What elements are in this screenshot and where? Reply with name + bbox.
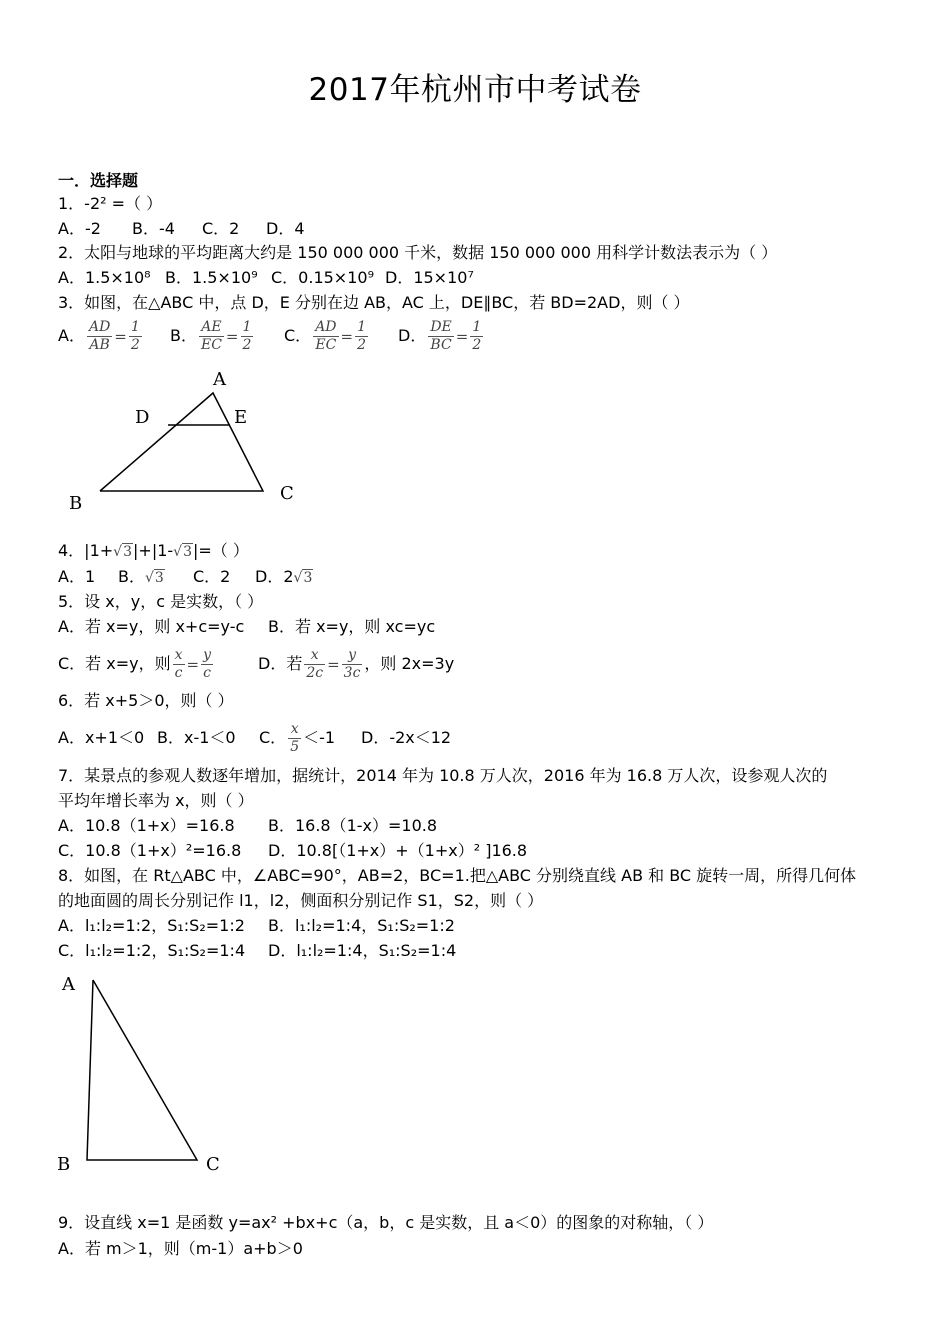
question-7-options-cd xyxy=(58,840,527,862)
q1-option-d[interactable]: D．4 xyxy=(266,219,305,238)
q2-option-a[interactable]: A．1.5×10⁸ xyxy=(58,268,151,287)
equals-sign: = xyxy=(186,655,200,674)
q3-option-b[interactable] xyxy=(170,316,284,357)
fraction-denominator: BC xyxy=(430,337,452,353)
fraction-numerator: AE xyxy=(199,319,224,337)
q9-option-a[interactable]: A．若 m＞1，则（m-1）a+b＞0 xyxy=(58,1239,303,1258)
q4-stem-part: 4．|1+ xyxy=(58,541,114,560)
equals-sign: = xyxy=(225,327,239,346)
fraction-numerator: AD xyxy=(315,319,337,335)
fraction xyxy=(199,319,224,354)
vertex-label-e: E xyxy=(234,407,248,428)
vertex-label-d: D xyxy=(135,407,150,428)
fraction xyxy=(241,319,254,354)
q4-option-a[interactable]: A．1 xyxy=(58,567,96,586)
fraction-denominator: EC xyxy=(200,337,222,353)
sqrt-3: √3 xyxy=(113,544,133,560)
q4-stem-part: |=（ ） xyxy=(193,541,249,560)
fraction xyxy=(129,319,142,354)
q1-option-c[interactable]: C．2 xyxy=(202,219,240,238)
fraction-numerator: x xyxy=(174,647,183,663)
q5-option-c[interactable] xyxy=(58,644,258,685)
q2-option-d[interactable]: D．15×10⁷ xyxy=(385,268,474,287)
fraction-denominator: 2 xyxy=(130,337,140,353)
page-title: 2017年杭州市中考试卷 xyxy=(308,72,642,108)
q4-option-b[interactable] xyxy=(118,566,193,589)
fraction xyxy=(313,319,338,354)
equals-sign: = xyxy=(114,327,127,346)
fraction-numerator: 1 xyxy=(242,319,252,335)
q3-option-c[interactable] xyxy=(284,316,398,357)
q1-option-a[interactable]: A．-2 xyxy=(58,219,101,238)
fraction-denominator: EC xyxy=(315,337,337,353)
fraction xyxy=(470,319,483,354)
fraction-numerator: DE xyxy=(430,319,452,335)
q4-stem-part: |+|1- xyxy=(133,541,174,560)
question-6-options xyxy=(58,718,451,758)
fraction-denominator: 2c xyxy=(306,665,324,681)
q8-option-b[interactable]: B．l₁:l₂=1:4，S₁:S₂=1:2 xyxy=(268,916,455,935)
fraction-denominator: 3c xyxy=(343,665,361,681)
vertex-label-c: C xyxy=(280,483,294,504)
fraction-numerator: 1 xyxy=(130,319,140,335)
fraction-numerator: AD xyxy=(88,319,111,335)
q4-option-d[interactable] xyxy=(255,566,313,589)
q5-option-d-tail: ，则 2x=3y xyxy=(364,654,455,673)
vertex-label-c: C xyxy=(206,1154,220,1175)
vertex-label-b: B xyxy=(57,1154,71,1175)
fraction-denominator: c xyxy=(174,665,183,681)
q5-option-c-label: C．若 x=y，则 xyxy=(58,654,171,673)
question-5-options-cd xyxy=(58,644,454,685)
sqrt-3: √3 xyxy=(293,570,313,586)
equals-sign: = xyxy=(455,327,469,346)
fraction-numerator: y xyxy=(342,647,363,665)
vertex-label-a: A xyxy=(213,369,226,390)
question-3-options xyxy=(58,316,485,357)
fraction xyxy=(342,647,363,682)
q2-option-c[interactable]: C．0.15×10⁹ xyxy=(271,268,374,287)
q7-option-b[interactable]: B．16.8（1-x）=10.8 xyxy=(268,816,438,835)
q5-option-d-label: D．若 xyxy=(258,654,303,673)
fraction-numerator: x xyxy=(288,721,301,739)
fraction-denominator: 2 xyxy=(357,337,367,353)
section-heading: 一．选择题 xyxy=(58,171,139,190)
q7-option-d[interactable]: D．10.8[（1+x）+（1+x）² ]16.8 xyxy=(268,841,528,860)
question-8-stem-line2: 的地面圆的周长分别记作 l1，l2，侧面积分别记作 S1，S2，则（ ） xyxy=(58,891,544,910)
fraction-denominator: AB xyxy=(89,337,110,353)
q4-option-c[interactable]: C．2 xyxy=(193,567,231,586)
q5-option-b[interactable]: B．若 x=y，则 xc=yc xyxy=(268,617,436,636)
q5-option-a[interactable]: A．若 x=y，则 x+c=y-c xyxy=(58,617,245,636)
question-9-stem: 9．设直线 x=1 是函数 y=ax² +bx+c（a，b，c 是实数，且 a＜0）的图象的对称轴，（ ） xyxy=(58,1213,714,1232)
fraction xyxy=(355,319,368,354)
question-8-options-ab xyxy=(58,915,455,937)
radicand: 3 xyxy=(154,570,164,586)
fraction-denominator: c xyxy=(203,665,211,681)
q6-option-c-label: C． xyxy=(259,728,287,747)
q8-option-c[interactable]: C．l₁:l₂=1:2，S₁:S₂=1:4 xyxy=(58,941,246,960)
q3-option-b-label: B． xyxy=(170,326,197,345)
q3-option-c-label: C． xyxy=(284,326,312,345)
fraction-denominator: 5 xyxy=(290,739,300,755)
fraction-denominator: 2 xyxy=(242,337,252,353)
question-2-options xyxy=(58,267,474,289)
question-2-stem: 2．太阳与地球的平均距离大约是 150 000 000 千米，数据 150 000 000 用科学计数法表示为（ ） xyxy=(58,243,778,262)
q6-option-b[interactable]: B．x-1＜0 xyxy=(157,728,236,747)
q4-option-b-label: B． xyxy=(118,567,145,586)
q5-option-d[interactable] xyxy=(258,644,454,685)
fraction xyxy=(173,647,185,682)
sqrt-3: √3 xyxy=(144,570,164,586)
right-triangle-figure-q8 xyxy=(55,970,235,1175)
fraction xyxy=(288,721,301,756)
radicand: 3 xyxy=(123,544,133,560)
q8-option-a[interactable]: A．l₁:l₂=1:2，S₁:S₂=1:2 xyxy=(58,916,245,935)
question-6-stem: 6．若 x+5＞0，则（ ） xyxy=(58,691,234,710)
q7-option-a[interactable]: A．10.8（1+x）=16.8 xyxy=(58,816,235,835)
question-1-stem: 1．-2² =（ ） xyxy=(58,194,163,213)
fraction xyxy=(304,647,325,682)
equals-sign: = xyxy=(327,655,340,674)
fraction-numerator: 1 xyxy=(472,319,482,335)
q3-option-d[interactable] xyxy=(398,316,485,357)
q1-option-b[interactable]: B．-4 xyxy=(132,219,175,238)
question-1-options xyxy=(58,218,305,240)
fraction xyxy=(201,647,213,682)
q6-option-c-tail: ＜-1 xyxy=(303,728,336,747)
q3-option-a[interactable] xyxy=(58,316,170,357)
right-triangle-abc xyxy=(87,980,197,1160)
question-8-stem-line1: 8．如图，在 Rt△ABC 中，∠ABC=90°，AB=2，BC=1.把△ABC 分别绕直线 AB 和 BC 旋转一周，所得几何体 xyxy=(58,866,857,885)
question-5-options-ab xyxy=(58,616,435,638)
vertex-label-a: A xyxy=(62,974,75,995)
fraction-numerator: 1 xyxy=(357,319,367,335)
q8-option-d[interactable]: D．l₁:l₂=1:4，S₁:S₂=1:4 xyxy=(268,941,457,960)
question-5-stem: 5．设 x，y，c 是实数，（ ） xyxy=(58,592,264,611)
fraction-numerator: y xyxy=(203,647,212,663)
q3-option-d-label: D． xyxy=(398,326,427,345)
question-4-stem xyxy=(58,540,249,563)
radicand: 3 xyxy=(183,544,192,560)
q7-option-c[interactable]: C．10.8（1+x）²=16.8 xyxy=(58,841,242,860)
question-4-options xyxy=(58,566,313,589)
q2-option-b[interactable]: B．1.5×10⁹ xyxy=(165,268,258,287)
q3-option-a-label: A． xyxy=(58,326,85,345)
q6-option-c[interactable] xyxy=(259,718,361,758)
question-3-stem: 3．如图，在△ABC 中，点 D，E 分别在边 AB，AC 上，DE∥BC，若 BD=2AD，则（ ） xyxy=(58,293,690,312)
question-7-stem-line2: 平均年增长率为 x，则（ ） xyxy=(58,791,254,810)
q6-option-a[interactable]: A．x+1＜0 xyxy=(58,728,145,747)
question-7-stem-line1: 7．某景点的参观人数逐年增加，据统计，2014 年为 10.8 万人次，2016 年为 16.8 万人次，设参观人次的 xyxy=(58,766,828,785)
fraction xyxy=(428,319,453,354)
fraction xyxy=(87,319,112,354)
sqrt-3: √3 xyxy=(173,544,192,560)
q4-option-d-label: D．2 xyxy=(255,567,294,586)
fraction-denominator: 2 xyxy=(472,337,482,353)
q6-option-d[interactable]: D．-2x＜12 xyxy=(361,728,452,747)
question-8-options-cd xyxy=(58,940,456,962)
radicand: 3 xyxy=(303,570,313,586)
fraction-numerator: x xyxy=(304,647,325,665)
equals-sign: = xyxy=(340,327,354,346)
triangle-figure-q3 xyxy=(60,365,310,515)
vertex-label-b: B xyxy=(69,493,83,514)
question-7-options-ab xyxy=(58,815,437,837)
